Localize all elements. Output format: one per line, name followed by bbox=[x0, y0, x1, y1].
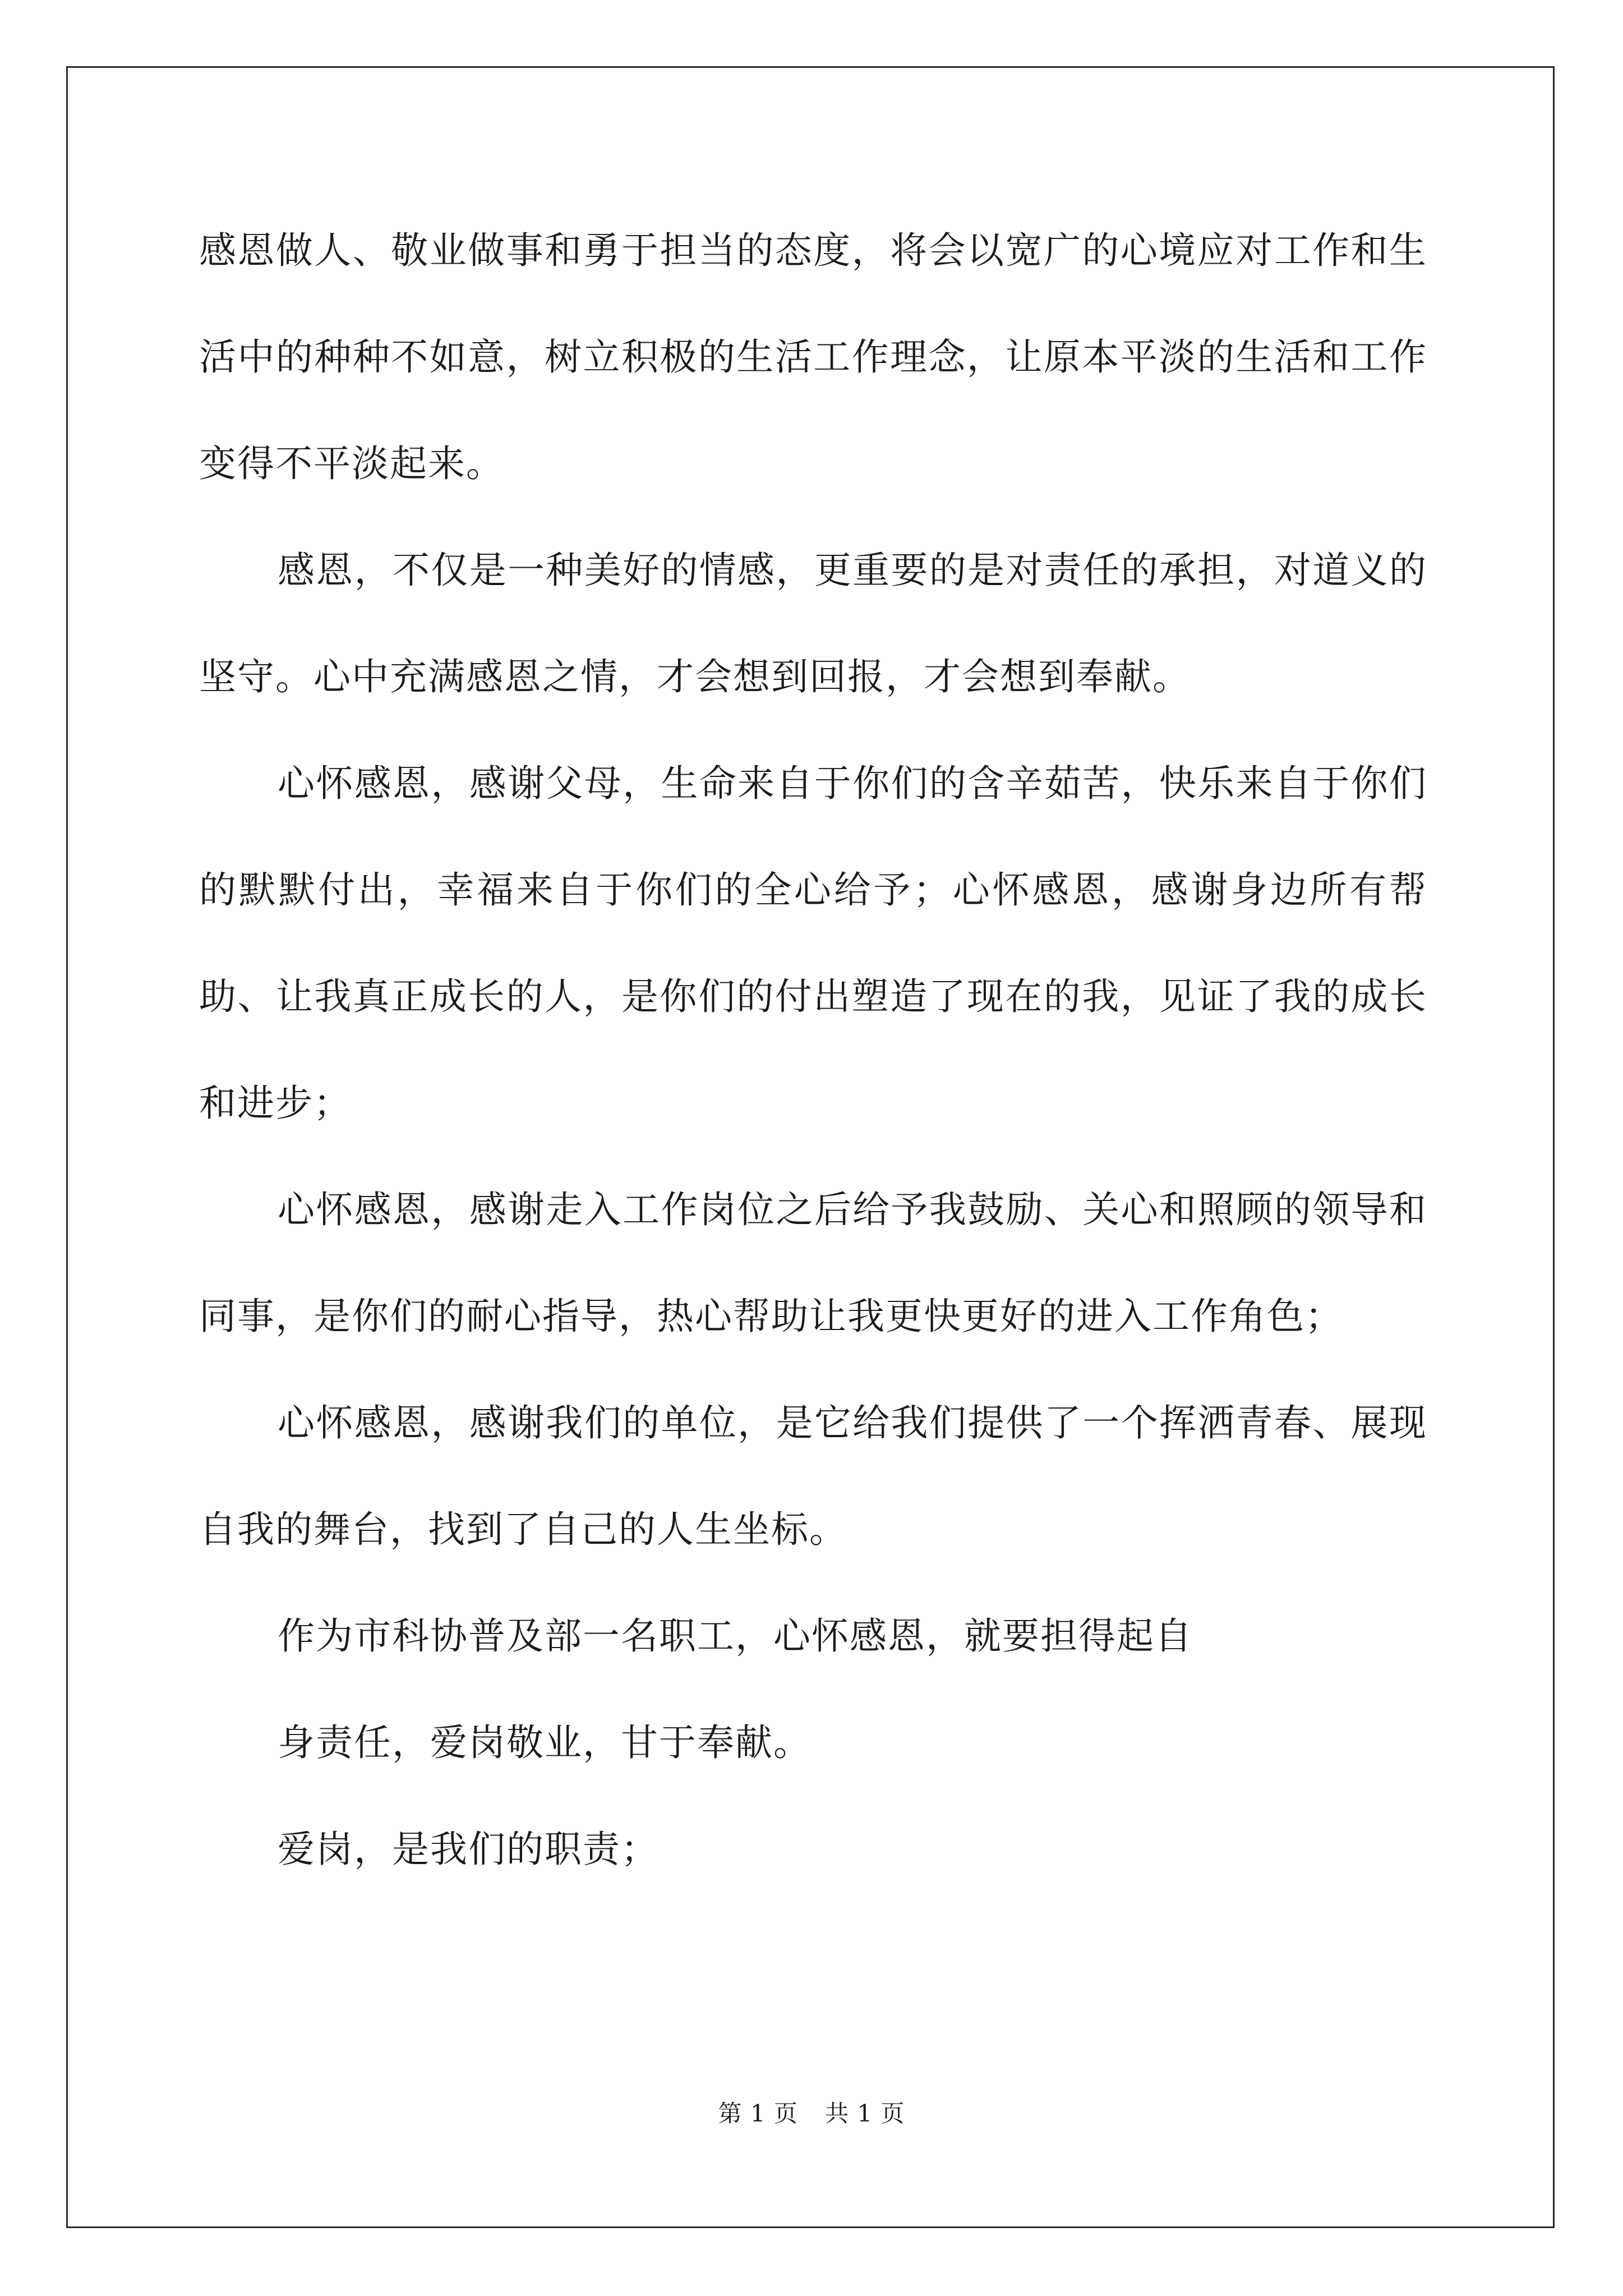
paragraph-6: 作为市科协普及部一名职工，心怀感恩，就要担得起自 bbox=[278, 1614, 1193, 1658]
paragraph-4: 心怀感恩，感谢走入工作岗位之后给予我鼓励、关心和照顾的领导和同事，是你们的耐心指导，热心帮助让我更快更好的进入工作角色； bbox=[199, 1188, 1427, 1338]
paragraph-3: 心怀感恩，感谢父母，生命来自于你们的含辛茹苦，快乐来自于你们的默默付出，幸福来自于你们的全心给予；心怀感恩，感谢身边所有帮助、让我真正成长的人，是你们的付出塑造了现在的我，见证了我的成长和进步； bbox=[199, 762, 1427, 1125]
paragraph-5: 心怀感恩，感谢我们的单位，是它给我们提供了一个挥洒青春、展现自我的舞台，找到了自己的人生坐标。 bbox=[199, 1401, 1427, 1551]
paragraph-1: 感恩做人、敬业做事和勇于担当的态度，将会以宽广的心境应对工作和生活中的种种不如意，树立积极的生活工作理念，让原本平淡的生活和工作变得不平淡起来。 bbox=[199, 229, 1427, 485]
total-pages: 共 1 页 bbox=[825, 2100, 905, 2127]
page-footer bbox=[0, 2097, 1623, 2131]
page-number: 第 1 页 bbox=[718, 2100, 798, 2127]
paragraph-2: 感恩，不仅是一种美好的情感，更重要的是对责任的承担，对道义的坚守。心中充满感恩之情，才会想到回报，才会想到奉献。 bbox=[199, 549, 1427, 698]
paragraph-8: 爱岗，是我们的职责； bbox=[278, 1828, 659, 1871]
paragraph-7: 身责任，爱岗敬业，甘于奉献。 bbox=[278, 1721, 811, 1764]
document-body bbox=[199, 197, 1427, 1903]
